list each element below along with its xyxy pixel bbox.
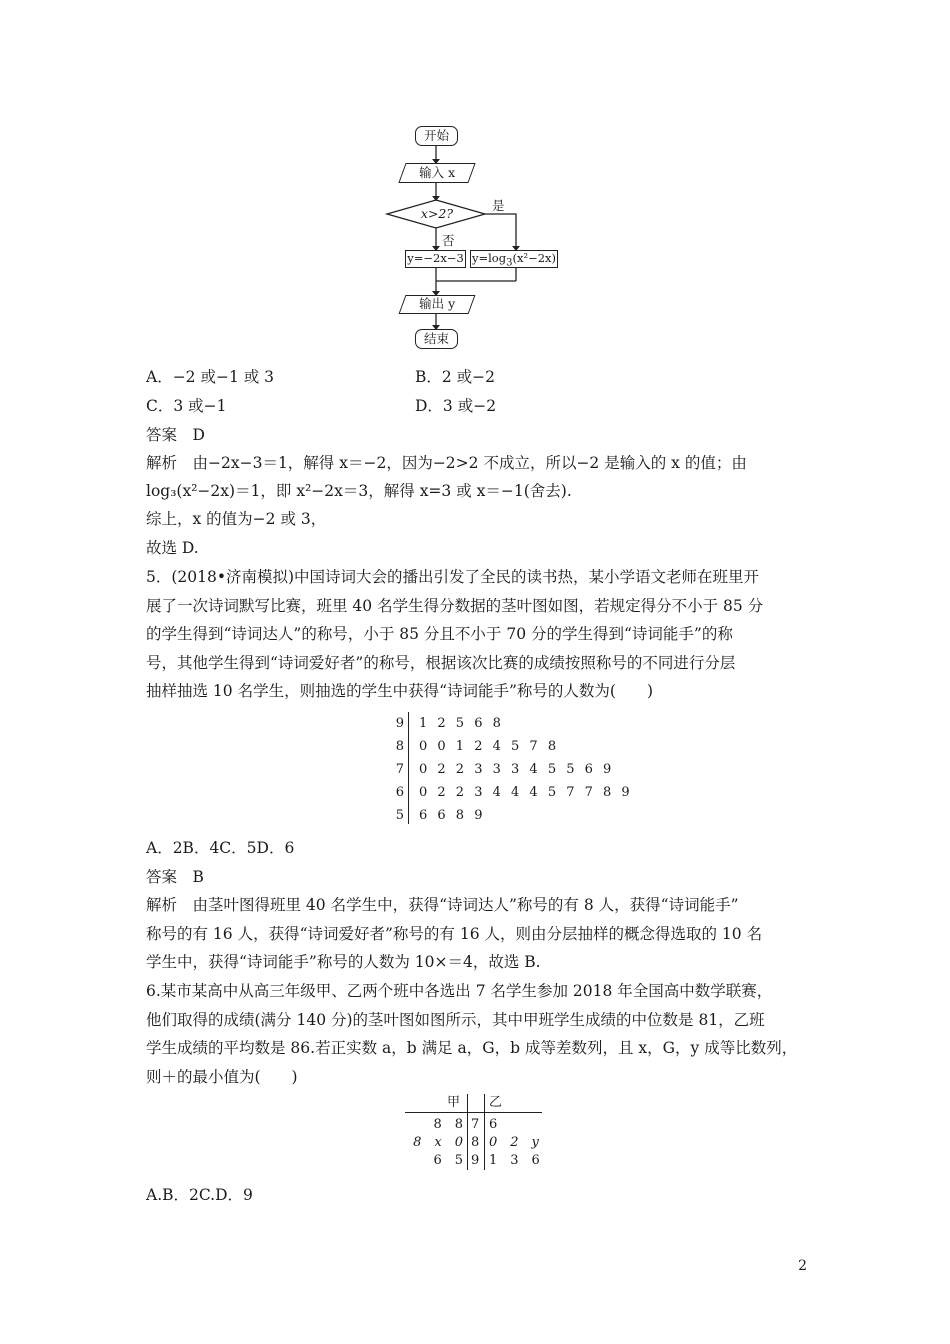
flowchart-input	[398, 163, 475, 183]
q5-stem-value: 7	[395, 762, 404, 777]
q4-option-d: D．3 或−2	[415, 397, 497, 415]
q6-row-stem: 7	[471, 1117, 480, 1132]
q5-stem-line-3: 的学生得到“诗词达人”的称号，小于 85 分且不小于 70 分的学生得到“诗词能手”的称	[146, 625, 733, 643]
q4-analysis-line-2: log₃(x²−2x)＝1，即 x²−2x＝3，解得 x=3 或 x＝−1(舍去).	[146, 482, 572, 500]
flowchart-no-branch-formula: y=−2x−3	[407, 251, 464, 265]
q4-option-a: A．−2 或−1 或 3	[146, 368, 275, 386]
q4-answer: 答案 D	[146, 426, 205, 444]
flowchart-end	[415, 329, 458, 349]
q5-leaf-values: 0 0 1 2 4 5 7 8	[419, 739, 560, 754]
q5-stem-value: 5	[395, 808, 404, 823]
q6-stem-line-4: 则＋的最小值为( )	[146, 1068, 298, 1086]
flowchart-yes-branch-box	[470, 250, 558, 268]
q6-row-right-leaves: 1 3 6	[489, 1153, 540, 1168]
q5-answer: 答案 B	[146, 868, 204, 886]
q4-analysis-line-3: 综上，x 的值为−2 或 3，	[146, 510, 327, 528]
q6-row-left-leaves: 8 8	[433, 1117, 463, 1132]
q4-option-c: C．3 或−1	[146, 397, 227, 415]
flowchart-yes-branch-formula-b: (x²−2x)	[512, 251, 556, 265]
flowchart-no-label: 否	[442, 233, 455, 248]
q4-analysis-line-1: 解析 由−2x−3＝1，解得 x＝−2，因为−2>2 不成立，所以−2 是输入的 x 的值；由	[146, 454, 747, 472]
flowchart-yes-label: 是	[492, 198, 505, 213]
flowchart-input-label: 输入 x	[419, 165, 456, 180]
flowchart-start-label: 开始	[423, 128, 449, 143]
q5-stem-value: 6	[395, 785, 404, 800]
flowchart-end-label: 结束	[423, 331, 449, 346]
q5-stem-line-2: 展了一次诗词默写比赛，班里 40 名学生得分数据的茎叶图如图，若规定得分不小于 85 分	[146, 597, 764, 615]
q4-analysis-line-4: 故选 D.	[146, 539, 199, 557]
q5-analysis-line-3: 学生中，获得“诗词能手”称号的人数为 10×＝4，故选 B.	[146, 953, 541, 971]
q6-row-stem: 9	[471, 1153, 480, 1168]
flowchart-decision-label: x>2?	[420, 206, 454, 221]
flowchart-output	[399, 295, 476, 314]
q5-analysis-line-1: 解析 由茎叶图得班里 40 名学生中，获得“诗词达人”称号的有 8 人，获得“诗词能手”	[146, 896, 739, 914]
page-number: 2	[798, 1258, 807, 1274]
q5-options: A．2B．4C．5D．6	[146, 839, 295, 857]
q6-stem-line-1: 6.某市某高中从高三年级甲、乙两个班中各选出 7 名学生参加 2018 年全国高中数学联赛，	[146, 982, 773, 1000]
q6-divider-left	[467, 1094, 468, 1170]
q6-row-right-leaves: 0 2 y	[489, 1135, 539, 1150]
q5-leaf-values: 0 2 2 3 3 3 4 5 5 6 9	[419, 762, 615, 777]
q5-stem-line-5: 抽样抽选 10 名学生，则抽选的学生中获得“诗词能手”称号的人数为( )	[146, 682, 654, 700]
q5-stem-line-4: 号，其他学生得到“诗词爱好者”的称号，根据该次比赛的成绩按照称号的不同进行分层	[146, 654, 736, 672]
q6-header-rule	[405, 1112, 542, 1113]
flowchart-start	[415, 126, 458, 146]
q6-options: A.B．2C.D．9	[146, 1186, 253, 1204]
q6-row-stem: 8	[471, 1135, 480, 1150]
q4-option-b: B．2 或−2	[415, 368, 496, 386]
q5-stem-value: 9	[395, 716, 404, 731]
q5-stem-value: 8	[395, 739, 404, 754]
q6-stem-line-3: 学生成绩的平均数是 86.若正实数 a，b 满足 a，G，b 成等差数列，且 x，G，y 成等比数列，	[146, 1039, 798, 1057]
q6-divider-right	[484, 1094, 485, 1170]
q6-header-right: 乙	[489, 1095, 503, 1110]
flowchart-connectors	[0, 0, 950, 360]
q6-stem-line-2: 他们取得的成绩(满分 140 分)的茎叶图如图所示，其中甲班学生成绩的中位数是 81，乙班	[146, 1011, 765, 1029]
q5-analysis-line-2: 称号的有 16 人，获得“诗词爱好者”称号的有 16 人，则由分层抽样的概念得选取的 10 名	[146, 925, 763, 943]
flowchart-yes-branch-formula-a: y=log	[472, 251, 507, 265]
q6-row-right-leaves: 6	[489, 1117, 498, 1132]
q5-leaf-values: 1 2 5 6 8	[419, 716, 504, 731]
flowchart-yes-branch-formula-base: 3	[506, 257, 513, 269]
q6-row-left-leaves: 8 x 0	[413, 1135, 463, 1150]
flowchart-no-branch-box	[405, 250, 466, 268]
flowchart-output-label: 输出 y	[419, 296, 456, 311]
q6-header-left: 甲	[447, 1095, 461, 1110]
q5-stem-leaf-plot	[380, 712, 633, 827]
q5-leaf-values: 6 6 8 9	[419, 808, 486, 823]
q6-stem-leaf-table	[405, 1094, 545, 1174]
q5-stem-line-1: 5．(2018•济南模拟)中国诗词大会的播出引发了全民的读书热，某小学语文老师在班里开	[146, 568, 760, 586]
q6-row-left-leaves: 6 5	[433, 1153, 463, 1168]
q5-leaf-values: 0 2 2 3 4 4 4 5 7 7 8 9	[419, 785, 633, 800]
q5-stem-divider	[408, 712, 409, 824]
